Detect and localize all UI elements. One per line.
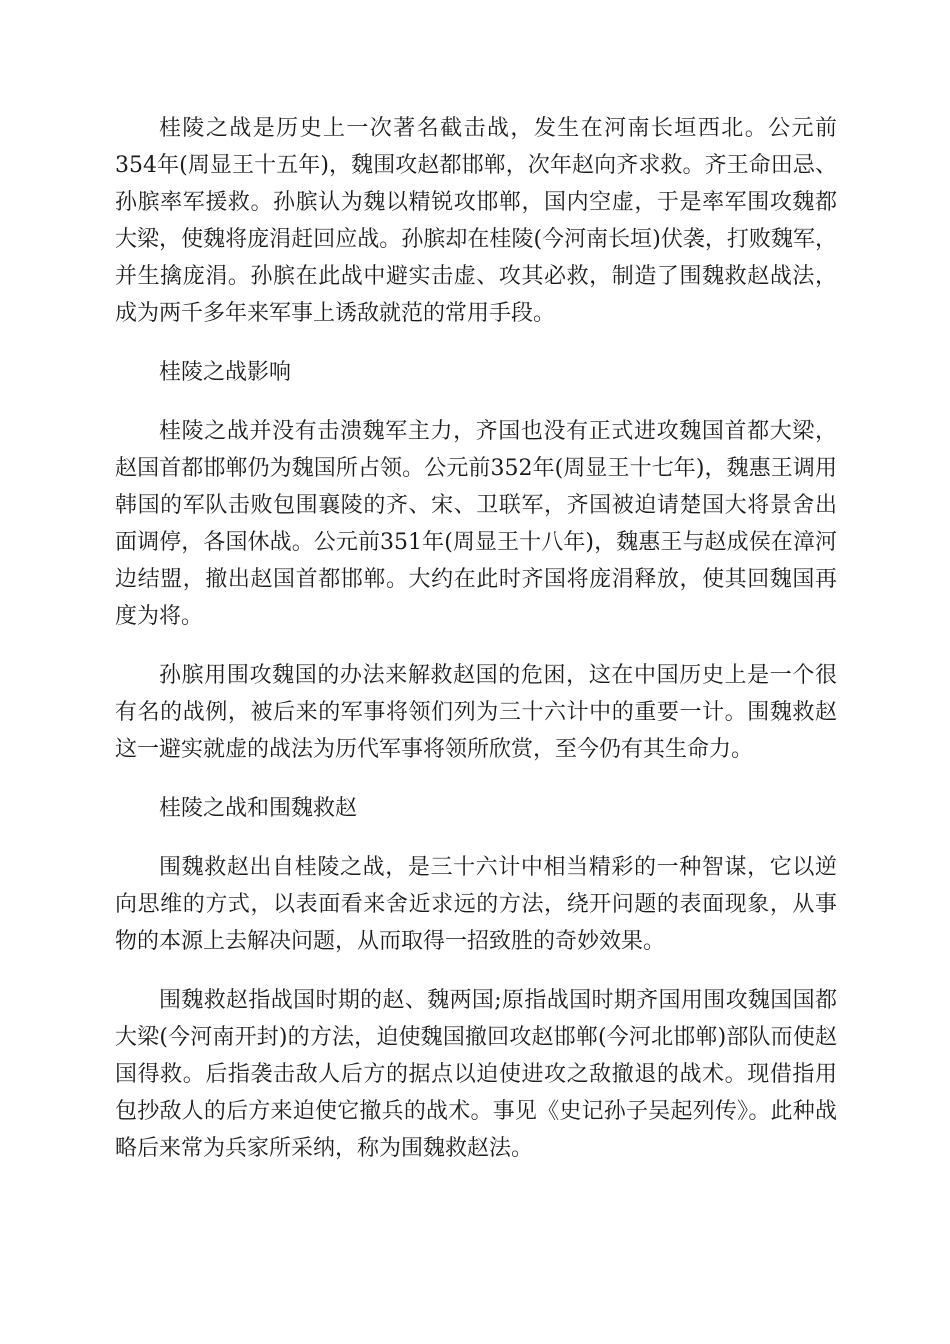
section-heading-strategy: 桂陵之战和围魏救赵 <box>159 796 358 821</box>
paragraph-famous-case: 孙膑用围攻魏国的办法来解救赵国的危困，这在中国历史上是一个很有名的战例，被后来的军事将领们列为三十六计中的重要一计。围魏救赵这一避实就虚的战法为历代军事将领所欣赏，至今仍有其生命力。 <box>115 663 837 762</box>
paragraph-strategy-origin: 围魏救赵出自桂陵之战，是三十六计中相当精彩的一种智谋，它以逆向思维的方式，以表面看来舍近求远的方法，绕开问题的表面现象，从事物的本源上去解决问题，从而取得一招致胜的奇妙效果。 <box>115 855 837 954</box>
section-heading-influence: 桂陵之战影响 <box>159 360 292 385</box>
paragraph-influence: 桂陵之战并没有击溃魏军主力，齐国也没有正式进攻魏国首都大梁，赵国首都邯郸仍为魏国所占领。公元前352年(周显王十七年)，魏惠王调用韩国的军队击败包围襄陵的齐、宋、卫联军，齐国被迫请楚国大将景舍出面调停，各国休战。公元前351年(周显王十八年)，魏惠王与赵成侯在漳河边结盟，撤出赵国首都邯郸。大约在此时齐国将庞涓释放，使其回魏国再度为将。 <box>115 419 837 629</box>
document-body <box>115 110 837 1189</box>
paragraph-intro: 桂陵之战是历史上一次著名截击战，发生在河南长垣西北。公元前354年(周显王十五年)，魏围攻赵都邯郸，次年赵向齐求救。齐王命田忌、孙膑率军援救。孙膑认为魏以精锐攻邯郸，国内空虚，于是率军围攻魏都大梁，使魏将庞涓赶回应战。孙膑却在桂陵(今河南长垣)伏袭，打败魏军，并生擒庞涓。孙膑在此战中避实击虚、攻其必救，制造了围魏救赵战法，成为两千多年来军事上诱敌就范的常用手段。 <box>115 116 837 326</box>
paragraph-strategy-meaning: 围魏救赵指战国时期的赵、魏两国;原指战国时期齐国用围攻魏国国都大梁(今河南开封)的方法，迫使魏国撤回攻赵邯郸(今河北邯郸)部队而使赵国得救。后指袭击敌人后方的据点以迫使进攻之敌撤退的战术。现借指用包抄敌人的后方来迫使它撤兵的战术。事见《史记孙子吴起列传》。此种战略后来常为兵家所采纳，称为围魏救赵法。 <box>115 988 837 1161</box>
